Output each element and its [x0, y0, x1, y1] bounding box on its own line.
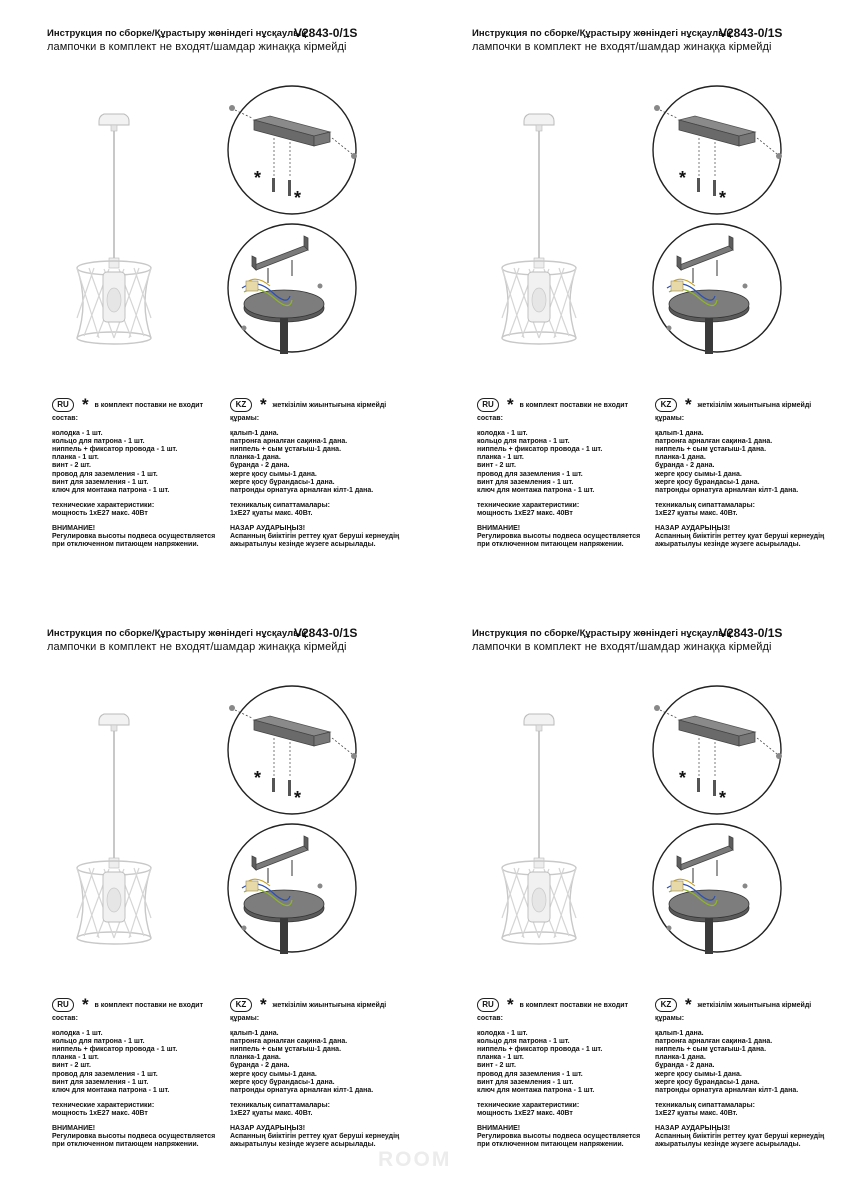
kz-specs: 1хЕ27 қуаты макс. 40Вт.	[230, 1109, 313, 1117]
kz-header	[655, 995, 812, 1014]
kz-item: жерге қосу бұрандасы-1 дана.	[655, 1078, 760, 1086]
ru-item: винт - 2 шт.	[52, 462, 91, 470]
ru-item: колодка - 1 шт.	[477, 1030, 528, 1038]
ru-warning-line: при отключенном питающем напряжении.	[477, 541, 624, 549]
kz-specs: 1хЕ27 қуаты макс. 40Вт.	[655, 509, 738, 517]
asterisk-marker: *	[506, 395, 514, 414]
kz-specs: 1хЕ27 қуаты макс. 40Вт.	[655, 1109, 738, 1117]
kz-badge: KZ	[655, 398, 677, 412]
ru-note: в комплект поставки не входит	[519, 1001, 629, 1009]
kz-item: планка-1 дана.	[655, 454, 706, 462]
model-number: V2843-0/1S	[294, 26, 358, 40]
ru-item: ниппель + фиксатор провода - 1 шт.	[52, 1046, 178, 1054]
ru-note: в комплект поставки не входит	[94, 401, 204, 409]
ru-warning-label: ВНИМАНИЕ!	[52, 525, 96, 533]
kz-badge: KZ	[230, 998, 252, 1012]
ru-specs-label: технические характеристики:	[477, 501, 580, 509]
instruction-sheet	[47, 628, 447, 1188]
kz-warning-line: Аспанның биіктігін реттеу қуат беруші кернеудің	[655, 1133, 825, 1141]
ru-warning-line: Регулировка высоты подвеса осуществляется	[52, 533, 216, 541]
ru-warning-line: при отключенном питающем напряжении.	[52, 1141, 199, 1149]
ru-item: винт - 2 шт.	[477, 462, 516, 470]
ru-item: ниппель + фиксатор провода - 1 шт.	[477, 1046, 603, 1054]
ru-item: планка - 1 шт.	[52, 454, 99, 462]
kz-composition-label: құрамы:	[655, 1015, 685, 1022]
ru-item: ниппель + фиксатор провода - 1 шт.	[52, 446, 178, 454]
pendant-lamp-icon	[69, 678, 159, 978]
kz-item: қалып-1 дана.	[230, 1030, 279, 1038]
kz-item: жерге қосу бұрандасы-1 дана.	[230, 478, 335, 486]
kz-badge: KZ	[230, 398, 252, 412]
kz-item: патронды орнатуға арналған кілт-1 дана.	[230, 486, 374, 494]
bulbs-note: лампочки в комплект не входят/шамдар жинаққа кірмейді	[47, 641, 347, 653]
canopy-wiring-diagram-icon	[228, 824, 356, 954]
kz-header	[230, 395, 387, 414]
svg-text:*: *	[294, 188, 302, 208]
kz-warning-line: Аспанның биіктігін реттеу қуат беруші кернеудің	[230, 533, 400, 541]
svg-text:*: *	[719, 188, 727, 208]
ru-header	[52, 995, 204, 1014]
kz-specs-label: техникалық сипаттамалары:	[230, 501, 330, 509]
kz-item: патронды орнатуға арналған кілт-1 дана.	[655, 1086, 799, 1094]
ru-specs-label: технические характеристики:	[477, 1101, 580, 1109]
ru-composition-label: состав:	[477, 1015, 503, 1022]
ru-item: провод для заземления - 1 шт.	[477, 470, 583, 478]
kz-warning-line: ажыратылуы кезінде жүзеге асырылады.	[230, 1141, 376, 1149]
bulbs-note: лампочки в комплект не входят/шамдар жинаққа кірмейді	[472, 641, 772, 653]
kz-item: бұранда - 2 дана.	[230, 462, 290, 470]
canopy-wiring-diagram-icon	[653, 824, 781, 954]
assembly-diagrams	[637, 678, 797, 968]
ru-warning-line: Регулировка высоты подвеса осуществляется	[477, 533, 641, 541]
mounting-bracket-diagram-icon	[653, 86, 782, 214]
kz-item: жерге қосу сымы-1 дана.	[655, 1070, 742, 1078]
asterisk-marker: *	[684, 395, 692, 414]
ru-warning-line: при отключенном питающем напряжении.	[477, 1141, 624, 1149]
kz-specs-label: техникалық сипаттамалары:	[655, 501, 755, 509]
ru-specs-label: технические характеристики:	[52, 501, 155, 509]
kz-composition-label: құрамы:	[655, 415, 685, 422]
kz-composition-label: құрамы:	[230, 1015, 260, 1022]
title-text: Инструкция по сборке/Құрастыру жөніндегі нұсқаулық	[472, 628, 731, 639]
pendant-lamp-icon	[69, 78, 159, 378]
title-text: Инструкция по сборке/Құрастыру жөніндегі нұсқаулық	[47, 28, 306, 39]
ru-badge: RU	[477, 998, 499, 1012]
asterisk-marker: *	[259, 995, 267, 1014]
ru-composition-label: состав:	[52, 415, 78, 422]
svg-text:*: *	[679, 168, 687, 188]
kz-specs-label: техникалық сипаттамалары:	[230, 1101, 330, 1109]
model-number: V2843-0/1S	[294, 626, 358, 640]
ru-warning-label: ВНИМАНИЕ!	[477, 525, 521, 533]
asterisk-marker: *	[506, 995, 514, 1014]
svg-text:*: *	[254, 168, 262, 188]
model-number: V2843-0/1S	[719, 626, 783, 640]
ru-item: винт для заземления - 1 шт.	[477, 478, 574, 486]
ru-warning-line: Регулировка высоты подвеса осуществляется	[477, 1133, 641, 1141]
ru-item: планка - 1 шт.	[477, 454, 524, 462]
kz-item: патронды орнатуға арналған кілт-1 дана.	[655, 486, 799, 494]
kz-warning-line: ажыратылуы кезінде жүзеге асырылады.	[655, 1141, 801, 1149]
ru-item: планка - 1 шт.	[52, 1054, 99, 1062]
mounting-bracket-diagram-icon	[228, 86, 357, 214]
ru-item: ниппель + фиксатор провода - 1 шт.	[477, 446, 603, 454]
kz-warning-line: ажыратылуы кезінде жүзеге асырылады.	[655, 541, 801, 549]
kz-item: планка-1 дана.	[655, 1054, 706, 1062]
mounting-bracket-diagram-icon	[653, 686, 782, 814]
ru-specs-label: технические характеристики:	[52, 1101, 155, 1109]
asterisk-marker: *	[684, 995, 692, 1014]
kz-item: ниппель + сым ұстағыш-1 дана.	[230, 446, 342, 454]
ru-item: колодка - 1 шт.	[477, 430, 528, 438]
kz-item: жерге қосу сымы-1 дана.	[230, 1070, 317, 1078]
kz-badge: KZ	[655, 998, 677, 1012]
kz-item: патронға арналған сақина-1 дана.	[655, 438, 773, 446]
kz-column	[655, 415, 849, 549]
ru-specs: мощность 1хЕ27 макс. 40Вт	[52, 509, 148, 517]
ru-specs: мощность 1хЕ27 макс. 40Вт	[477, 1109, 573, 1117]
kz-item: жерге қосу сымы-1 дана.	[655, 470, 742, 478]
kz-item: патронға арналған сақина-1 дана.	[230, 438, 348, 446]
assembly-diagrams	[212, 78, 372, 368]
pendant-lamp-icon	[494, 78, 584, 378]
bulbs-note: лампочки в комплект не входят/шамдар жинаққа кірмейді	[47, 41, 347, 53]
ru-specs: мощность 1хЕ27 макс. 40Вт	[477, 509, 573, 517]
ru-item: ключ для монтажа патрона - 1 шт.	[477, 1086, 595, 1094]
kz-note: жеткізілім жиынтығына кірмейді	[697, 401, 812, 409]
kz-warning-line: ажыратылуы кезінде жүзеге асырылады.	[230, 541, 376, 549]
ru-item: ключ для монтажа патрона - 1 шт.	[52, 1086, 170, 1094]
ru-column	[52, 1015, 252, 1149]
kz-item: бұранда - 2 дана.	[230, 1062, 290, 1070]
kz-item: ниппель + сым ұстағыш-1 дана.	[655, 446, 767, 454]
model-number: V2843-0/1S	[719, 26, 783, 40]
ru-item: ключ для монтажа патрона - 1 шт.	[52, 486, 170, 494]
svg-text:*: *	[294, 788, 302, 808]
kz-header	[655, 395, 812, 414]
ru-item: кольцо для патрона - 1 шт.	[477, 1038, 570, 1046]
ru-item: винт для заземления - 1 шт.	[52, 478, 149, 486]
ru-item: кольцо для патрона - 1 шт.	[52, 438, 145, 446]
kz-note: жеткізілім жиынтығына кірмейді	[697, 1001, 812, 1009]
watermark: ROOM	[378, 1148, 452, 1171]
kz-item: бұранда - 2 дана.	[655, 1062, 715, 1070]
kz-item: ниппель + сым ұстағыш-1 дана.	[230, 1046, 342, 1054]
kz-item: ниппель + сым ұстағыш-1 дана.	[655, 1046, 767, 1054]
instruction-title	[472, 628, 792, 639]
asterisk-marker: *	[81, 995, 89, 1014]
title-text: Инструкция по сборке/Құрастыру жөніндегі нұсқаулық	[47, 628, 306, 639]
kz-item: жерге қосу бұрандасы-1 дана.	[655, 478, 760, 486]
assembly-diagrams	[212, 678, 372, 968]
ru-item: планка - 1 шт.	[477, 1054, 524, 1062]
kz-column	[230, 1015, 430, 1149]
instruction-sheet	[47, 28, 447, 588]
mounting-bracket-diagram-icon	[228, 686, 357, 814]
kz-column	[655, 1015, 849, 1149]
ru-header	[52, 395, 204, 414]
kz-item: жерге қосу сымы-1 дана.	[230, 470, 317, 478]
ru-item: провод для заземления - 1 шт.	[477, 1070, 583, 1078]
kz-note: жеткізілім жиынтығына кірмейді	[272, 401, 387, 409]
ru-item: винт для заземления - 1 шт.	[477, 1078, 574, 1086]
ru-note: в комплект поставки не входит	[519, 401, 629, 409]
kz-item: қалып-1 дана.	[655, 1030, 704, 1038]
instruction-sheet	[472, 28, 849, 588]
pendant-lamp-icon	[494, 678, 584, 978]
ru-item: винт - 2 шт.	[477, 1062, 516, 1070]
kz-item: бұранда - 2 дана.	[655, 462, 715, 470]
ru-item: провод для заземления - 1 шт.	[52, 470, 158, 478]
kz-specs: 1хЕ27 қуаты макс. 40Вт.	[230, 509, 313, 517]
ru-warning-line: Регулировка высоты подвеса осуществляется	[52, 1133, 216, 1141]
kz-column	[230, 415, 430, 549]
ru-badge: RU	[52, 398, 74, 412]
ru-item: кольцо для патрона - 1 шт.	[52, 1038, 145, 1046]
kz-warning-label: НАЗАР АУДАРЫҢЫЗ!	[230, 525, 306, 533]
instruction-title	[472, 28, 792, 39]
kz-item: жерге қосу бұрандасы-1 дана.	[230, 1078, 335, 1086]
ru-item: винт для заземления - 1 шт.	[52, 1078, 149, 1086]
kz-warning-line: Аспанның биіктігін реттеу қуат беруші кернеудің	[655, 533, 825, 541]
instruction-sheet	[472, 628, 849, 1188]
kz-header	[230, 995, 387, 1014]
ru-composition-label: состав:	[477, 415, 503, 422]
kz-specs-label: техникалық сипаттамалары:	[655, 1101, 755, 1109]
kz-item: патронды орнатуға арналған кілт-1 дана.	[230, 1086, 374, 1094]
kz-warning-line: Аспанның биіктігін реттеу қуат беруші кернеудің	[230, 1133, 400, 1141]
kz-item: патронға арналған сақина-1 дана.	[230, 1038, 348, 1046]
ru-item: колодка - 1 шт.	[52, 1030, 103, 1038]
kz-warning-label: НАЗАР АУДАРЫҢЫЗ!	[655, 525, 731, 533]
ru-column	[477, 1015, 677, 1149]
kz-warning-label: НАЗАР АУДАРЫҢЫЗ!	[655, 1125, 731, 1133]
ru-item: винт - 2 шт.	[52, 1062, 91, 1070]
canopy-wiring-diagram-icon	[228, 224, 356, 354]
instruction-title	[47, 28, 367, 39]
ru-warning-line: при отключенном питающем напряжении.	[52, 541, 199, 549]
ru-badge: RU	[52, 998, 74, 1012]
kz-item: қалып-1 дана.	[655, 430, 704, 438]
svg-text:*: *	[719, 788, 727, 808]
kz-item: қалып-1 дана.	[230, 430, 279, 438]
ru-item: кольцо для патрона - 1 шт.	[477, 438, 570, 446]
ru-column	[52, 415, 252, 549]
kz-composition-label: құрамы:	[230, 415, 260, 422]
ru-specs: мощность 1хЕ27 макс. 40Вт	[52, 1109, 148, 1117]
ru-column	[477, 415, 677, 549]
svg-text:*: *	[679, 768, 687, 788]
svg-text:*: *	[254, 768, 262, 788]
ru-warning-label: ВНИМАНИЕ!	[477, 1125, 521, 1133]
ru-composition-label: состав:	[52, 1015, 78, 1022]
ru-warning-label: ВНИМАНИЕ!	[52, 1125, 96, 1133]
asterisk-marker: *	[81, 395, 89, 414]
assembly-diagrams	[637, 78, 797, 368]
ru-item: провод для заземления - 1 шт.	[52, 1070, 158, 1078]
title-text: Инструкция по сборке/Құрастыру жөніндегі нұсқаулық	[472, 28, 731, 39]
kz-note: жеткізілім жиынтығына кірмейді	[272, 1001, 387, 1009]
ru-note: в комплект поставки не входит	[94, 1001, 204, 1009]
asterisk-marker: *	[259, 395, 267, 414]
ru-item: ключ для монтажа патрона - 1 шт.	[477, 486, 595, 494]
ru-header	[477, 395, 629, 414]
bulbs-note: лампочки в комплект не входят/шамдар жинаққа кірмейді	[472, 41, 772, 53]
ru-badge: RU	[477, 398, 499, 412]
kz-warning-label: НАЗАР АУДАРЫҢЫЗ!	[230, 1125, 306, 1133]
ru-item: колодка - 1 шт.	[52, 430, 103, 438]
instruction-title	[47, 628, 367, 639]
kz-item: планка-1 дана.	[230, 454, 281, 462]
kz-item: патронға арналған сақина-1 дана.	[655, 1038, 773, 1046]
canopy-wiring-diagram-icon	[653, 224, 781, 354]
kz-item: планка-1 дана.	[230, 1054, 281, 1062]
ru-header	[477, 995, 629, 1014]
